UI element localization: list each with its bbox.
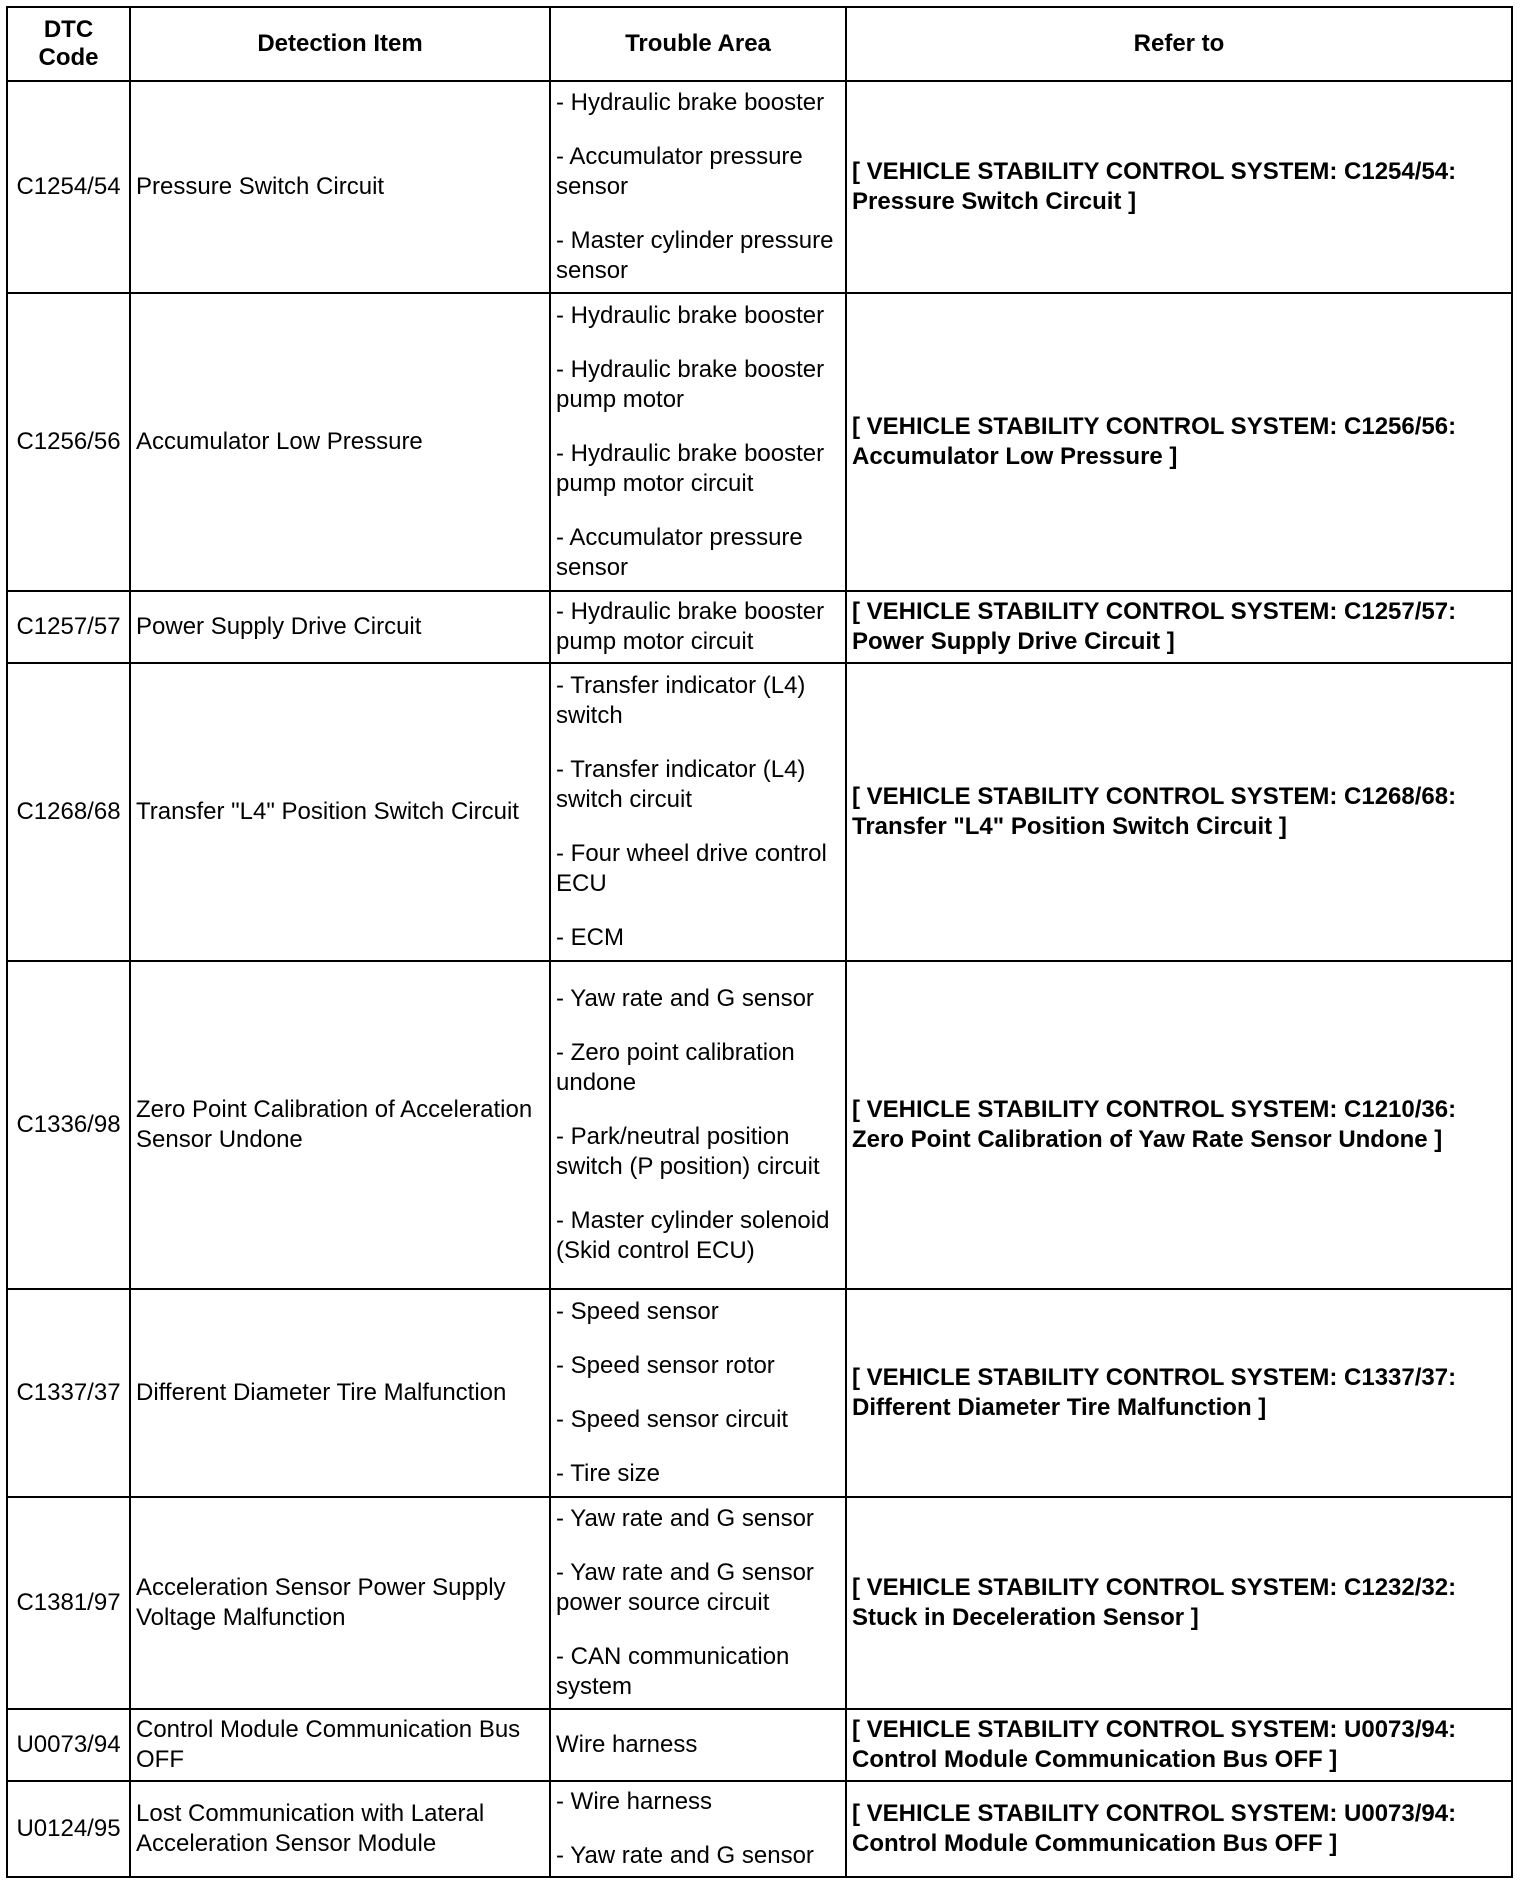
dtc-code-cell: U0073/94 bbox=[7, 1709, 130, 1781]
dtc-code-cell: C1381/97 bbox=[7, 1497, 130, 1709]
trouble-area-item: - Yaw rate and G sensor power source circuit bbox=[556, 1559, 814, 1616]
trouble-area-cell bbox=[550, 1709, 846, 1781]
refer-to-link[interactable]: [ VEHICLE STABILITY CONTROL SYSTEM: C1210/36: Zero Point Calibration of Yaw Rate Sensor Undone ] bbox=[846, 961, 1512, 1289]
dtc-code-cell: C1268/68 bbox=[7, 663, 130, 961]
table-row bbox=[7, 293, 1512, 591]
trouble-area-item: - Yaw rate and G sensor bbox=[556, 1505, 814, 1532]
dtc-code-cell: U0124/95 bbox=[7, 1781, 130, 1877]
dtc-code-cell: C1337/37 bbox=[7, 1289, 130, 1497]
trouble-area-item: - Hydraulic brake booster pump motor bbox=[556, 356, 825, 413]
trouble-area-item: - Accumulator pressure sensor bbox=[556, 524, 803, 581]
header-detection-item: Detection Item bbox=[130, 7, 550, 81]
trouble-area-item: - Speed sensor bbox=[556, 1298, 719, 1325]
dtc-table bbox=[6, 6, 1513, 1878]
detection-item-cell: Zero Point Calibration of Acceleration Sensor Undone bbox=[130, 961, 550, 1289]
table-row bbox=[7, 663, 1512, 961]
detection-item-cell: Transfer "L4" Position Switch Circuit bbox=[130, 663, 550, 961]
trouble-area-item: - Wire harness bbox=[556, 1788, 713, 1815]
trouble-area-item: - ECM bbox=[556, 924, 624, 951]
detection-item-cell: Accumulator Low Pressure bbox=[130, 293, 550, 591]
refer-to-link[interactable]: [ VEHICLE STABILITY CONTROL SYSTEM: C1256/56: Accumulator Low Pressure ] bbox=[846, 293, 1512, 591]
table-row bbox=[7, 591, 1512, 663]
detection-item-cell: Different Diameter Tire Malfunction bbox=[130, 1289, 550, 1497]
dtc-code-cell: C1254/54 bbox=[7, 81, 130, 293]
trouble-area-item: - Speed sensor rotor bbox=[556, 1352, 775, 1379]
trouble-area-item: - Accumulator pressure sensor bbox=[556, 143, 803, 200]
trouble-area-item: - Transfer indicator (L4) switch bbox=[556, 672, 806, 729]
trouble-area-cell bbox=[550, 591, 846, 663]
trouble-area-item: - Master cylinder solenoid (Skid control ECU) bbox=[556, 1207, 830, 1264]
trouble-area-item: - Transfer indicator (L4) switch circuit bbox=[556, 756, 806, 813]
trouble-area-item: - Master cylinder pressure sensor bbox=[556, 227, 834, 284]
trouble-area-item: - CAN communication system bbox=[556, 1643, 790, 1700]
trouble-area-item: - Zero point calibration undone bbox=[556, 1039, 795, 1096]
trouble-area-item: - Speed sensor circuit bbox=[556, 1406, 789, 1433]
table-row bbox=[7, 1497, 1512, 1709]
table-row bbox=[7, 81, 1512, 293]
table-row bbox=[7, 1289, 1512, 1497]
trouble-area-item: - Four wheel drive control ECU bbox=[556, 840, 827, 897]
detection-item-cell: Lost Communication with Lateral Acceleration Sensor Module bbox=[130, 1781, 550, 1877]
header-refer-to: Refer to bbox=[846, 7, 1512, 81]
detection-item-cell: Control Module Communication Bus OFF bbox=[130, 1709, 550, 1781]
table-row bbox=[7, 1709, 1512, 1781]
header-dtc-line2: Code bbox=[38, 44, 99, 71]
trouble-area-item: - Hydraulic brake booster pump motor circuit bbox=[556, 598, 825, 655]
table-row bbox=[7, 1781, 1512, 1877]
dtc-code-cell: C1256/56 bbox=[7, 293, 130, 591]
table-row bbox=[7, 961, 1512, 1289]
trouble-area-item: - Yaw rate and G sensor bbox=[556, 985, 814, 1012]
trouble-area-cell bbox=[550, 961, 846, 1289]
trouble-area-item: - Hydraulic brake booster bbox=[556, 89, 825, 116]
header-dtc-line1: DTC bbox=[43, 16, 94, 43]
trouble-area-cell bbox=[550, 1289, 846, 1497]
trouble-area-cell bbox=[550, 293, 846, 591]
dtc-code-cell: C1336/98 bbox=[7, 961, 130, 1289]
header-row bbox=[7, 7, 1512, 81]
trouble-area-item: - Tire size bbox=[556, 1460, 661, 1487]
detection-item-cell: Power Supply Drive Circuit bbox=[130, 591, 550, 663]
trouble-area-cell bbox=[550, 663, 846, 961]
trouble-area-cell bbox=[550, 1781, 846, 1877]
refer-to-link[interactable]: [ VEHICLE STABILITY CONTROL SYSTEM: C1337/37: Different Diameter Tire Malfunction ] bbox=[846, 1289, 1512, 1497]
refer-to-link[interactable]: [ VEHICLE STABILITY CONTROL SYSTEM: C1257/57: Power Supply Drive Circuit ] bbox=[846, 591, 1512, 663]
dtc-code-cell: C1257/57 bbox=[7, 591, 130, 663]
header-trouble-area: Trouble Area bbox=[550, 7, 846, 81]
detection-item-cell: Pressure Switch Circuit bbox=[130, 81, 550, 293]
trouble-area-item: - Yaw rate and G sensor bbox=[556, 1842, 814, 1869]
trouble-area-cell bbox=[550, 1497, 846, 1709]
refer-to-link[interactable]: [ VEHICLE STABILITY CONTROL SYSTEM: C1232/32: Stuck in Deceleration Sensor ] bbox=[846, 1497, 1512, 1709]
trouble-area-item: - Hydraulic brake booster pump motor circuit bbox=[556, 440, 825, 497]
refer-to-link[interactable]: [ VEHICLE STABILITY CONTROL SYSTEM: C1254/54: Pressure Switch Circuit ] bbox=[846, 81, 1512, 293]
detection-item-cell: Acceleration Sensor Power Supply Voltage Malfunction bbox=[130, 1497, 550, 1709]
table-header bbox=[7, 7, 1512, 81]
refer-to-link[interactable]: [ VEHICLE STABILITY CONTROL SYSTEM: U0073/94: Control Module Communication Bus OFF ] bbox=[846, 1709, 1512, 1781]
header-dtc-code bbox=[7, 7, 130, 81]
trouble-area-cell bbox=[550, 81, 846, 293]
trouble-area-item: Wire harness bbox=[556, 1731, 698, 1758]
refer-to-link[interactable]: [ VEHICLE STABILITY CONTROL SYSTEM: U0073/94: Control Module Communication Bus OFF ] bbox=[846, 1781, 1512, 1877]
trouble-area-item: - Hydraulic brake booster bbox=[556, 302, 825, 329]
trouble-area-item: - Park/neutral position switch (P position) circuit bbox=[556, 1123, 820, 1180]
table-body bbox=[7, 81, 1512, 1877]
refer-to-link[interactable]: [ VEHICLE STABILITY CONTROL SYSTEM: C1268/68: Transfer "L4" Position Switch Circuit ] bbox=[846, 663, 1512, 961]
